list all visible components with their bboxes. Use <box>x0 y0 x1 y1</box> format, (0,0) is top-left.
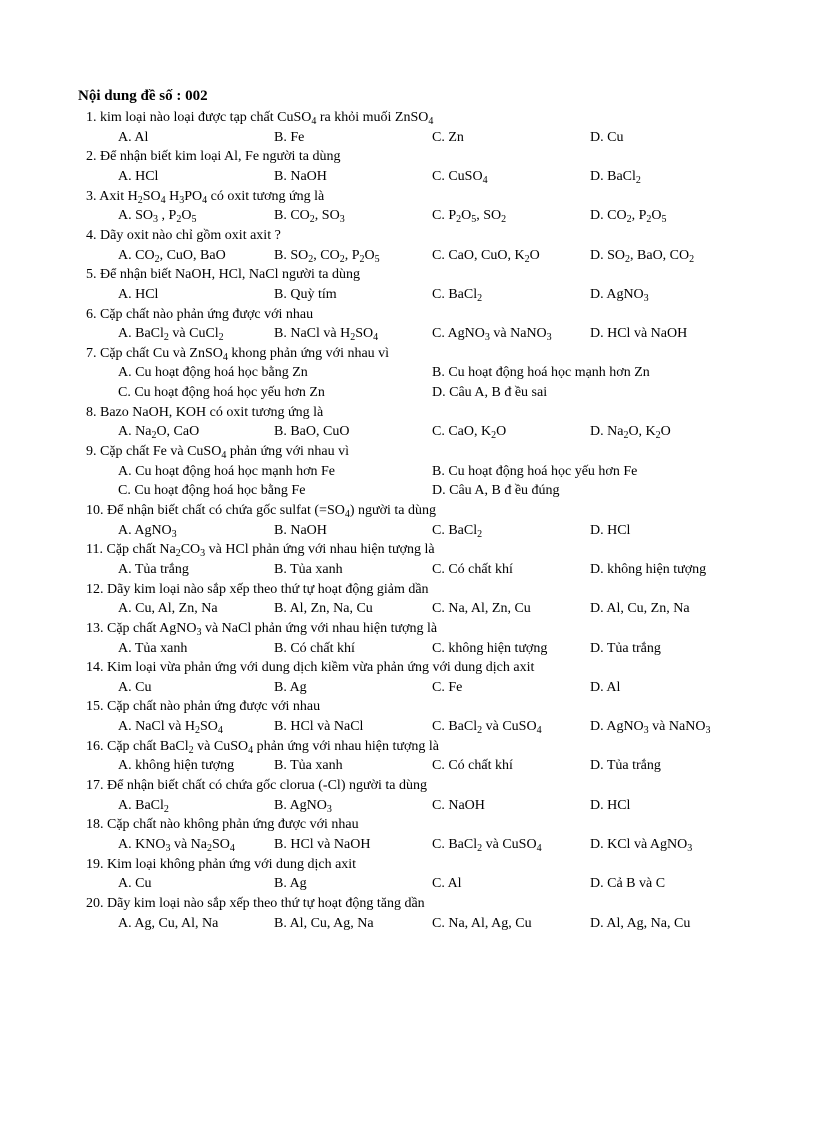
question-text: 4. Dãy oxit nào chỉ gồm oxit axit ? <box>86 228 281 243</box>
option-c[interactable]: C. không hiện tượng <box>432 641 548 656</box>
option-d[interactable]: D. Cả B và C <box>590 876 666 891</box>
option-a[interactable]: A. Cu hoạt động hoá học bằng Zn <box>118 365 308 380</box>
option-c[interactable]: C. CaO, $K_2O$ <box>432 424 507 441</box>
option-a[interactable]: A. BaCl$_2$ <box>118 798 169 815</box>
option-b[interactable]: B. Cu hoạt động hoá học yếu hơn Fe <box>432 464 638 479</box>
option-c[interactable]: C. BaCl$_2$ <box>432 523 483 540</box>
question-text: 18. Cặp chất nào không phản ứng được với nhau <box>86 817 359 832</box>
option-d[interactable]: D. $CO_2$, $P_2O_5$ <box>590 208 667 225</box>
question-text: 17. Để nhận biết chất có chứa gốc clorua (-Cl) người ta dùng <box>86 778 427 793</box>
option-b[interactable]: B. NaCl và $H_2SO_4$ <box>274 326 379 343</box>
option-d[interactable]: D. Câu A, B đ ều sai <box>432 385 548 400</box>
option-b[interactable]: B. Tủa xanh <box>274 758 343 773</box>
option-b[interactable]: B. Ag <box>274 680 307 695</box>
question-text: 15. Cặp chất nào phản ứng được với nhau <box>86 699 321 714</box>
option-b[interactable]: B. Fe <box>274 130 305 145</box>
option-c[interactable]: C. BaCl$_2$ và CuSO$_4$ <box>432 837 542 854</box>
option-d[interactable]: D. Tủa trắng <box>590 641 661 656</box>
option-b[interactable]: B. NaOH <box>274 523 327 538</box>
option-a[interactable]: A. NaCl và $H_2SO_4$ <box>118 719 223 736</box>
option-a[interactable]: A. $CO_2$, CuO, BaO <box>118 248 226 265</box>
question-text: 8. Bazo NaOH, KOH có oxit tương ứng là <box>86 405 324 420</box>
option-a[interactable]: A. BaCl$_2$ và CuCl$_2$ <box>118 326 224 343</box>
question-text: 16. Cặp chất BaCl$_2$ và CuSO$_4$ phản ứng với nhau hiện tượng là <box>86 739 440 756</box>
option-b[interactable]: B. Tủa xanh <box>274 562 343 577</box>
option-c[interactable]: C. AgNO$_3$ và NaNO$_3$ <box>432 326 552 343</box>
question-text: 3. Axit $H_2SO_4$ $H_3PO_4$ có oxit tương ứng là <box>86 189 325 206</box>
option-b[interactable]: B. Al, Zn, Na, Cu <box>274 601 373 616</box>
question-text: 1. kim loại nào loại được tạp chất CuSO$_4$ ra khỏi muối ZnSO$_4$ <box>86 110 434 127</box>
question-text: 20. Dãy kim loại nào sắp xếp theo thứ tự hoạt động tăng dần <box>86 896 425 911</box>
option-b[interactable]: B. Ag <box>274 876 307 891</box>
option-b[interactable]: B. HCl và NaOH <box>274 837 371 852</box>
option-d[interactable]: D. KCl và AgNO$_3$ <box>590 837 693 854</box>
option-d[interactable]: D. HCl và NaOH <box>590 326 688 341</box>
option-a[interactable]: A. Tủa trắng <box>118 562 189 577</box>
option-d[interactable]: D. BaCl$_2$ <box>590 169 641 186</box>
option-c[interactable]: C. Fe <box>432 680 463 695</box>
option-c[interactable]: C. Có chất khí <box>432 758 513 773</box>
option-b[interactable]: B. HCl và NaCl <box>274 719 364 734</box>
option-c[interactable]: C. CaO, CuO, $K_2O$ <box>432 248 540 265</box>
page-title: Nội dung đề số : 002 <box>78 88 208 104</box>
option-d[interactable]: D. AgNO$_3$ <box>590 287 649 304</box>
option-c[interactable]: C. $P_2O_5$, $SO_2$ <box>432 208 507 225</box>
question-text: 9. Cặp chất Fe và CuSO$_4$ phản ứng với nhau vì <box>86 444 350 461</box>
option-d[interactable]: D. $Na_2O$, $K_2O$ <box>590 424 671 441</box>
option-a[interactable]: A. $Na_2O$, CaO <box>118 424 200 441</box>
option-c[interactable]: C. BaCl$_2$ và CuSO$_4$ <box>432 719 542 736</box>
option-c[interactable]: C. Na, Al, Zn, Cu <box>432 601 531 616</box>
option-d[interactable]: D. Al <box>590 680 621 695</box>
option-b[interactable]: B. AgNO$_3$ <box>274 798 332 815</box>
option-a[interactable]: A. Ag, Cu, Al, Na <box>118 916 219 931</box>
option-c[interactable]: C. Cu hoạt động hoá học bằng Fe <box>118 483 306 498</box>
option-d[interactable]: D. Cu <box>590 130 624 145</box>
question-text: 13. Cặp chất AgNO$_3$ và NaCl phản ứng với nhau hiện tượng là <box>86 621 438 638</box>
option-b[interactable]: B. Al, Cu, Ag, Na <box>274 916 374 931</box>
option-b[interactable]: B. $CO_2$, $SO_3$ <box>274 208 345 225</box>
option-d[interactable]: D. HCl <box>590 523 631 538</box>
option-a[interactable]: A. HCl <box>118 169 159 184</box>
question-text: 12. Dãy kim loại nào sắp xếp theo thứ tự hoạt động giảm dần <box>86 582 429 597</box>
question-text: 10. Để nhận biết chất có chứa gốc sulfat $(=SO_4)$ người ta dùng <box>86 503 437 520</box>
option-b[interactable]: B. Cu hoạt động hoá học mạnh hơn Zn <box>432 365 650 380</box>
option-c[interactable]: C. CuSO$_4$ <box>432 169 488 186</box>
question-text: 7. Cặp chất Cu và ZnSO$_4$ khong phản ứng với nhau vì <box>86 346 390 363</box>
option-a[interactable]: A. HCl <box>118 287 159 302</box>
option-c[interactable]: C. BaCl$_2$ <box>432 287 483 304</box>
option-a[interactable]: A. Cu <box>118 680 152 695</box>
option-b[interactable]: B. BaO, CuO <box>274 424 350 439</box>
question-text: 6. Cặp chất nào phản ứng được với nhau <box>86 307 314 322</box>
option-d[interactable]: D. $SO_2$, BaO, $CO_2$ <box>590 248 695 265</box>
option-b[interactable]: B. Quỳ tím <box>274 287 337 302</box>
option-a[interactable]: A. Tủa xanh <box>118 641 188 656</box>
option-a[interactable]: A. không hiện tượng <box>118 758 235 773</box>
option-c[interactable]: C. Al <box>432 876 462 891</box>
option-a[interactable]: A. Cu hoạt động hoá học mạnh hơn Fe <box>118 464 335 479</box>
option-c[interactable]: C. Na, Al, Ag, Cu <box>432 916 532 931</box>
option-c[interactable]: C. Zn <box>432 130 464 145</box>
option-a[interactable]: A. $SO_3$ , $P_2O_5$ <box>118 208 197 225</box>
option-a[interactable]: A. Cu <box>118 876 152 891</box>
question-text: 14. Kim loại vừa phản ứng với dung dịch kiềm vừa phản ứng với dung dịch axit <box>86 660 535 675</box>
question-text: 11. Cặp chất $Na_2CO_3$ và HCl phản ứng với nhau hiện tượng là <box>86 542 435 559</box>
question-text: 5. Để nhận biết NaOH, HCl, NaCl người ta dùng <box>86 267 360 282</box>
option-d[interactable]: D. HCl <box>590 798 631 813</box>
option-a[interactable]: A. AgNO$_3$ <box>118 523 177 540</box>
option-a[interactable]: A. $KNO_3$ và $Na_2SO_4$ <box>118 837 235 854</box>
option-d[interactable]: D. AgNO$_3$ và NaNO$_3$ <box>590 719 711 736</box>
question-text: 19. Kim loại không phản ứng với dung dịch axit <box>86 857 357 872</box>
option-c[interactable]: C. NaOH <box>432 798 485 813</box>
option-d[interactable]: D. không hiện tượng <box>590 562 707 577</box>
option-a[interactable]: A. Cu, Al, Zn, Na <box>118 601 218 616</box>
option-b[interactable]: B. NaOH <box>274 169 327 184</box>
option-d[interactable]: D. Tủa trắng <box>590 758 661 773</box>
option-c[interactable]: C. Có chất khí <box>432 562 513 577</box>
question-text: 2. Để nhận biết kim loại Al, Fe người ta dùng <box>86 149 341 164</box>
option-b[interactable]: B. $SO_2$, $CO_2$, $P_2O_5$ <box>274 248 380 265</box>
option-d[interactable]: D. Al, Cu, Zn, Na <box>590 601 690 616</box>
option-a[interactable]: A. Al <box>118 130 149 145</box>
option-b[interactable]: B. Có chất khí <box>274 641 355 656</box>
option-d[interactable]: D. Al, Ag, Na, Cu <box>590 916 691 931</box>
option-c[interactable]: C. Cu hoạt động hoá học yếu hơn Zn <box>118 385 325 400</box>
option-d[interactable]: D. Câu A, B đ ều đúng <box>432 483 560 498</box>
